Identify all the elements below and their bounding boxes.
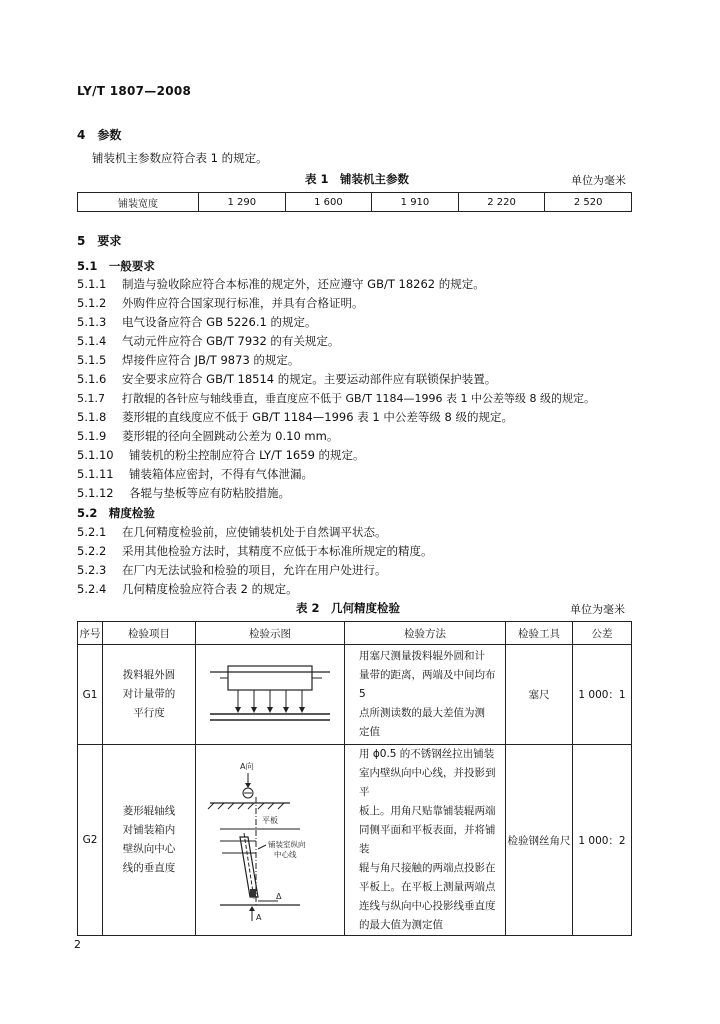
clause-number: 5.1.4 [77, 334, 107, 348]
method-line: 点所测读数的最大差值为测 [359, 707, 485, 719]
row-tool: 检验钢丝角尺 [506, 745, 573, 936]
row-method [345, 645, 506, 745]
header-tool: 检验工具 [506, 622, 573, 645]
clause-text: 电气设备应符合 GB 5226.1 的规定。 [122, 315, 317, 329]
table-2-geometric-accuracy [77, 621, 632, 936]
row-method [345, 745, 506, 936]
table-1-unit: 单位为毫米 [571, 174, 626, 187]
clause-5-1-5 [77, 352, 299, 368]
row-id: G2 [78, 745, 103, 936]
table-row [78, 193, 632, 212]
clause-number: 5.1.9 [77, 429, 107, 443]
centerline-label-2: 中心线 [274, 850, 297, 859]
clause-number: 5.1.2 [77, 296, 107, 310]
roller-parallelism-diagram [200, 650, 340, 740]
clause-text: 菱形辊的直线度应不低于 GB/T 1184—1996 表 1 中公差等级 8 级的规定。 [122, 410, 513, 424]
header-tolerance: 公差 [573, 622, 632, 645]
page-number: 2 [74, 938, 81, 951]
clause-text: 采用其他检验方法时，其精度不应低于本标准所规定的精度。 [122, 544, 433, 558]
clause-number: 5.1.11 [77, 467, 114, 481]
method-line: 的最大值为测定值 [359, 919, 443, 931]
clause-text: 打散辊的各针应与轴线垂直，垂直度应不低于 GB/T 1184—1996 表 1 中公差等级 8 级的规定。 [122, 392, 595, 405]
table-1-main-parameters [77, 192, 632, 212]
table-1-row-label: 铺装宽度 [78, 193, 199, 212]
clause-text: 各辊与垫板等应有防粘胶措施。 [129, 486, 290, 500]
diagram-g1 [196, 645, 345, 745]
clause-5-1-12 [77, 485, 290, 501]
method-line: 同侧平面和平板表面，并将铺装 [359, 824, 496, 855]
clause-text: 焊接件应符合 JB/T 9873 的规定。 [122, 353, 300, 367]
clause-5-1-7 [77, 390, 595, 406]
clause-5-1-8 [77, 409, 513, 425]
clause-5-1-6 [77, 371, 496, 387]
clause-text: 在厂内无法试验和检验的项目，允许在用户处进行。 [122, 563, 387, 577]
clause-5-2-2 [77, 543, 433, 559]
table-2-caption: 表 2 几何精度检验 [296, 601, 401, 615]
clause-number: 5.1.6 [77, 372, 107, 386]
clause-text: 外购件应符合国家现行标准，并具有合格证明。 [122, 296, 364, 310]
clause-5-2-1 [77, 524, 387, 540]
clause-number: 5.2.3 [77, 563, 107, 577]
clause-number: 5.1.10 [77, 448, 114, 462]
row-tolerance: 1 000：2 [573, 745, 632, 936]
header-serial: 序号 [78, 622, 103, 645]
table-2-unit: 单位为毫米 [570, 603, 625, 616]
view-a-top-label: A向 [240, 762, 254, 771]
standard-code-header: LY/T 1807—2008 [77, 84, 192, 98]
table-1-caption: 表 1 铺装机主参数 [305, 172, 410, 186]
view-a-bottom-label: A [256, 913, 262, 922]
clause-number: 5.1.5 [77, 353, 107, 367]
clause-5-1-11 [77, 466, 313, 482]
clause-text: 几何精度检验应符合表 2 的规定。 [122, 582, 298, 596]
clause-5-2-3 [77, 562, 387, 578]
section-5-2-title: 5.2 精度检验 [77, 506, 155, 520]
row-id: G1 [78, 645, 103, 745]
clause-5-2-4 [77, 581, 298, 597]
header-item: 检验项目 [103, 622, 196, 645]
item-line: 壁纵向中心 [122, 843, 176, 855]
plate-label: 平板 [262, 816, 278, 825]
item-line: 对铺装箱内 [122, 824, 176, 836]
method-line: 室内壁纵向中心线，并投影到平 [359, 767, 496, 798]
item-line: 平行度 [133, 707, 165, 719]
rhombic-roller-perpendicularity-diagram [200, 757, 340, 923]
table-cell: 2 220 [458, 193, 545, 212]
clause-5-1-9 [77, 428, 338, 444]
item-line: 线的垂直度 [122, 862, 176, 874]
clause-number: 5.2.2 [77, 544, 107, 558]
method-line: 量带的距离，两端及中间均布 5 [359, 669, 496, 700]
clause-5-1-4 [77, 333, 339, 349]
row-tolerance: 1 000：1 [573, 645, 632, 745]
table-row [78, 745, 632, 936]
row-item [103, 645, 196, 745]
clause-number: 5.2.1 [77, 525, 107, 539]
clause-5-1-10 [77, 447, 365, 463]
method-line: 用 ϕ0.5 的不锈钢丝拉出铺装 [359, 748, 495, 760]
method-line: 用塞尺测量拨料辊外圆和计 [359, 650, 485, 662]
clause-text: 气动元件应符合 GB/T 7932 的有关规定。 [122, 334, 340, 348]
table-cell: 1 910 [372, 193, 459, 212]
clause-number: 5.2.4 [77, 582, 107, 596]
method-line: 辊与角尺接触的两端点投影在 [359, 862, 496, 874]
clause-text: 铺装机的粉尘控制应符合 LY/T 1659 的规定。 [129, 448, 365, 462]
clause-number: 5.1.7 [77, 392, 105, 405]
section-4-title: 4 参数 [77, 128, 122, 142]
centerline-label-1: 铺装室纵向 [268, 840, 306, 849]
header-diagram: 检验示图 [196, 622, 345, 645]
row-item [103, 745, 196, 936]
clause-text: 在几何精度检验前，应使铺装机处于自然调平状态。 [122, 525, 387, 539]
diagram-g2 [196, 745, 345, 936]
table-row [78, 645, 632, 745]
table-cell: 1 290 [199, 193, 286, 212]
clause-number: 5.1.3 [77, 315, 107, 329]
clause-number: 5.1.12 [77, 486, 114, 500]
clause-text: 铺装箱体应密封，不得有气体泄漏。 [129, 467, 313, 481]
clause-number: 5.1.8 [77, 410, 107, 424]
method-line: 定值 [359, 726, 380, 738]
header-method: 检验方法 [345, 622, 506, 645]
item-line: 菱形辊轴线 [122, 805, 176, 817]
method-line: 平板上。在平板上测量两端点 [359, 881, 496, 893]
item-line: 对计量带的 [122, 688, 176, 700]
clause-text: 制造与验收除应符合本标准的规定外，还应遵守 GB/T 18262 的规定。 [122, 277, 485, 291]
table-header-row [78, 622, 632, 645]
clause-number: 5.1.1 [77, 277, 107, 291]
table-cell: 2 520 [545, 193, 632, 212]
table-cell: 1 600 [285, 193, 372, 212]
section-4-intro: 铺装机主参数应符合表 1 的规定。 [92, 151, 268, 165]
clause-5-1-3 [77, 314, 317, 330]
method-line: 板上。用角尺贴靠铺装辊两端 [359, 805, 496, 817]
clause-text: 安全要求应符合 GB/T 18514 的规定。主要运动部件应有联锁保护装置。 [122, 372, 497, 386]
item-line: 拨料辊外圆 [122, 669, 176, 681]
section-5-title: 5 要求 [77, 234, 122, 248]
clause-5-1-1 [77, 276, 485, 292]
clause-text: 菱形辊的径向全圆跳动公差为 0.10 mm。 [122, 429, 339, 443]
clause-5-1-2 [77, 295, 364, 311]
row-tool: 塞尺 [506, 645, 573, 745]
method-line: 连线与纵向中心投影线垂直度 [359, 900, 496, 912]
delta-label: Δ [276, 892, 282, 901]
section-5-1-title: 5.1 一般要求 [77, 259, 155, 273]
